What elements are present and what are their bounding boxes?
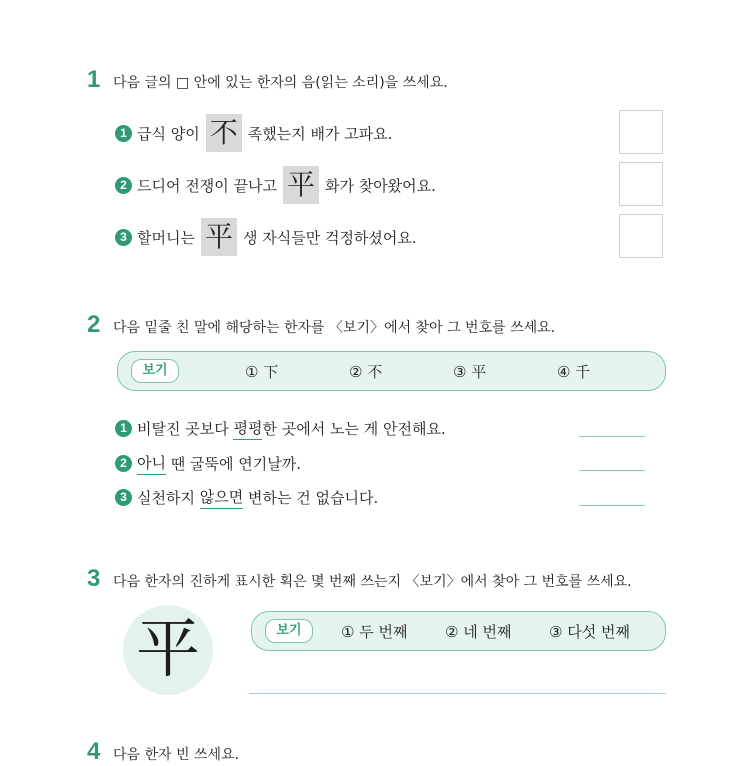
- q2-item-3: [115, 485, 378, 509]
- answer-line-3[interactable]: [249, 693, 666, 694]
- answer-box-1[interactable]: [619, 110, 663, 154]
- q2-item-2: [115, 451, 301, 475]
- q1-item-1: [115, 114, 392, 152]
- answer-blank-2[interactable]: [579, 470, 645, 471]
- question-2-instruction: 다음 밑줄 친 말에 해당하는 한자를 〈보기〉에서 찾아 그 번호를 쓰세요.: [113, 320, 556, 336]
- answer-blank-1[interactable]: [579, 436, 645, 437]
- question-3-instruction: 다음 한자의 진하게 표시한 획은 몇 번째 쓰는지 〈보기〉에서 찾아 그 번호를 쓰세요.: [113, 574, 632, 590]
- hanja-character: 平: [136, 613, 200, 687]
- answer-box-2[interactable]: [619, 162, 663, 206]
- underlined-word: 아니: [137, 452, 166, 475]
- item-marker: 1: [115, 420, 132, 437]
- item-text-after: 한 곳에서 노는 게 안전해요.: [262, 419, 446, 438]
- item-text-after: 화가 찾아왔어요.: [324, 176, 436, 195]
- question-1-number: 1: [87, 66, 101, 93]
- item-text-after: 생 자식들만 걱정하셨어요.: [242, 228, 417, 247]
- bogi3-option-2: ② 네 번째: [445, 623, 512, 641]
- item-text-before: 급식 양이: [137, 124, 200, 143]
- item-text-before: 비탈진 곳보다: [137, 419, 234, 438]
- question-4-instruction: 다음 한자 빈 쓰세요.: [113, 747, 239, 763]
- question-3-number: 3: [87, 565, 101, 592]
- question-4-number: 4: [87, 738, 101, 765]
- bogi-label: 보기: [131, 359, 179, 383]
- answer-box-3[interactable]: [619, 214, 663, 258]
- item-text-before: 할머니는: [137, 228, 195, 247]
- bogi3-option-1: ① 두 번째: [341, 623, 408, 641]
- item-text-after: 족했는지 배가 고파요.: [247, 124, 393, 143]
- item-text-before: 드디어 전쟁이 끝나고: [137, 176, 277, 195]
- item-marker: 3: [115, 229, 132, 246]
- q1-item-2: [115, 166, 436, 204]
- item-text-after: 변하는 건 없습니다.: [243, 488, 379, 507]
- hanja-box: 平: [283, 166, 319, 204]
- q1-item-3: [115, 218, 417, 256]
- underlined-word: 않으면: [200, 486, 243, 509]
- item-marker: 3: [115, 489, 132, 506]
- answer-blank-3[interactable]: [579, 505, 645, 506]
- bogi-option-2: ② 不: [349, 363, 383, 381]
- question-2-number: 2: [87, 311, 101, 338]
- bogi3-option-3: ③ 다섯 번째: [549, 623, 630, 641]
- underlined-word: 평평: [233, 417, 262, 440]
- item-marker: 2: [115, 455, 132, 472]
- item-marker: 1: [115, 125, 132, 142]
- bogi-option-4: ④ 千: [557, 363, 591, 381]
- bogi-option-1: ① 下: [245, 363, 279, 381]
- item-text-after: 땐 굴뚝에 연기날까.: [165, 454, 301, 473]
- hanja-stroke-circle: [123, 605, 213, 695]
- question-1-instruction: 다음 글의 □ 안에 있는 한자의 음(읽는 소리)을 쓰세요.: [113, 75, 448, 91]
- hanja-box: 平: [201, 218, 237, 256]
- item-marker: 2: [115, 177, 132, 194]
- item-text-before: 실천하지: [137, 488, 200, 507]
- q2-item-1: [115, 416, 446, 440]
- hanja-box: 不: [206, 114, 242, 152]
- bogi-option-3: ③ 平: [453, 363, 487, 381]
- bogi-label-3: 보기: [265, 619, 313, 643]
